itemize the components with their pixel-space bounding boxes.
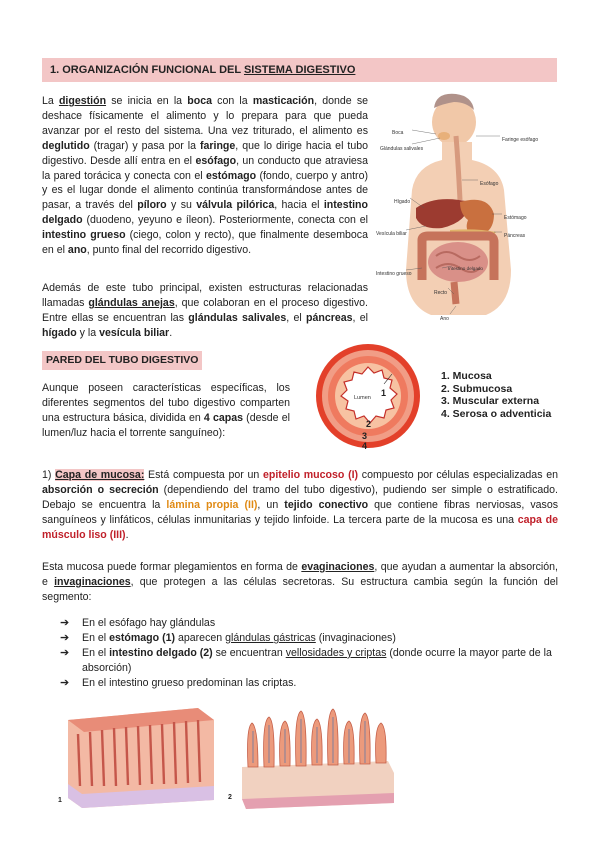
list-item: ➔ En el estómago (1) aparecen glándulas gástricas (invaginaciones) — [60, 631, 558, 646]
label-recto: Recto — [434, 290, 448, 296]
diagram-number-4: 4 — [362, 441, 368, 451]
list-item: ➔ En el intestino delgado (2) se encuentran vellosidades y criptas (donde ocurre la mayor parte de la absorción) — [60, 646, 558, 676]
label-pancreas: Páncreas — [504, 233, 526, 239]
label-esofago: Esófago — [480, 181, 499, 187]
label-boca: Boca — [392, 130, 404, 136]
label-ano: Ano — [440, 316, 449, 322]
label-vesicula: Vesícula biliar — [376, 231, 407, 237]
label-faringe: Faringe esófago — [502, 137, 539, 143]
mucosa-paragraph: 1) Capa de mucosa: Está compuesta por un epitelio mucoso (I) compuesto por células especializadas en absorción o secreción (dependiendo del tramo del tubo digestivo), pudiendo ser simple o estratificado. Debajo se encuentra la lámina propia (II), un tejido conectivo que contiene fibras nerviosas, vasos sanguíneos y linfáticos, células inmunitarias y tejido linfoide. La tercera parte de la mucosa es una capa de músculo liso (III). — [42, 469, 559, 541]
folds-paragraph: Esta mucosa puede formar plegamientos en forma de evaginaciones, que ayudan a aumentar la absorción, e invaginaciones, que protegen a las células secretoras. Su estructura cambia según la función del segmento: — [42, 561, 558, 603]
legend-item: 4. Serosa o adventicia — [441, 407, 552, 420]
legend-item: 1. Mucosa — [441, 370, 492, 382]
section-2-heading — [42, 351, 202, 370]
section-2-title: PARED DEL TUBO DIGESTIVO — [42, 351, 202, 370]
section-1-heading — [42, 58, 557, 82]
gastric-glands-figure — [58, 700, 216, 810]
gastric-glands-illustration — [58, 700, 216, 810]
wall-layers-diagram — [300, 344, 434, 454]
lumen-label: Lumen — [354, 395, 371, 401]
diagram-number-1: 1 — [381, 388, 387, 398]
list-item: ➔ En el intestino grueso predominan las criptas. — [60, 676, 558, 691]
digestive-system-illustration — [376, 90, 558, 322]
legend-item: 2. Submucosa — [441, 382, 513, 395]
figure-1-label: 1 — [58, 797, 62, 804]
villi-figure — [228, 703, 398, 810]
layers-legend — [441, 370, 551, 420]
villi-illustration — [228, 703, 398, 810]
label-estomago: Estómago — [504, 215, 527, 221]
diagram-number-3: 3 — [362, 431, 368, 441]
section-number: 1. — [50, 64, 60, 76]
legend-item: 3. Muscular externa — [441, 395, 540, 408]
section-title-link: SISTEMA DIGESTIVO — [243, 64, 356, 76]
label-intestino-grueso: Intestino grueso — [376, 271, 412, 277]
label-intestino-delgado: Intestino delgado — [448, 266, 483, 271]
diagram-number-2: 2 — [366, 419, 372, 429]
intro-paragraph-1: La digestión se inicia en la boca con la masticación, donde se deshace físicamente el alimento y lo prepara para que pueda avanzar por el resto del sistema. Una vez triturado, el alimento es deglutido (tragar) y pasa por la faringe, que lo dirige hacia el tubo digestivo. Desde allí entra en el esófago, un conducto que atraviesa la pared torácica y conecta con el estómago (fondo, cuerpo y antro) y es el lugar donde el alimento continúa transformándose antes de pasar, a través del píloro y su válvula pilórica, hacia el intestino delgado (duodeno, yeyuno e íleon). Posteriormente, conecta con el intestino grueso (ciego, colon y recto), que finalmente desemboca en el ano, punto final del recorrido digestivo. — [42, 95, 369, 257]
segment-list — [60, 616, 558, 691]
wall-paragraph: Aunque poseen características específicas, los diferentes segmentos del tubo digestivo comparten una estructura básica, dividida en 4 capas (desde el lumen/luz hacia el torrente sanguíneo): — [42, 382, 290, 439]
list-item: ➔ En el esófago hay glándulas — [60, 616, 558, 631]
label-higado: Hígado — [394, 199, 411, 205]
figure-2-label: 2 — [228, 794, 232, 801]
section-title: ORGANIZACIÓN FUNCIONAL DEL — [62, 64, 241, 76]
label-glandulas: Glándulas salivales — [380, 146, 424, 152]
intro-paragraph-2: Además de este tubo principal, existen estructuras relacionadas llamadas glándulas anejas, que colaboran en el proceso digestivo. Entre ellas se encuentran las glándulas salivales, el páncreas, el hígado y la vesícula biliar. — [42, 282, 368, 339]
